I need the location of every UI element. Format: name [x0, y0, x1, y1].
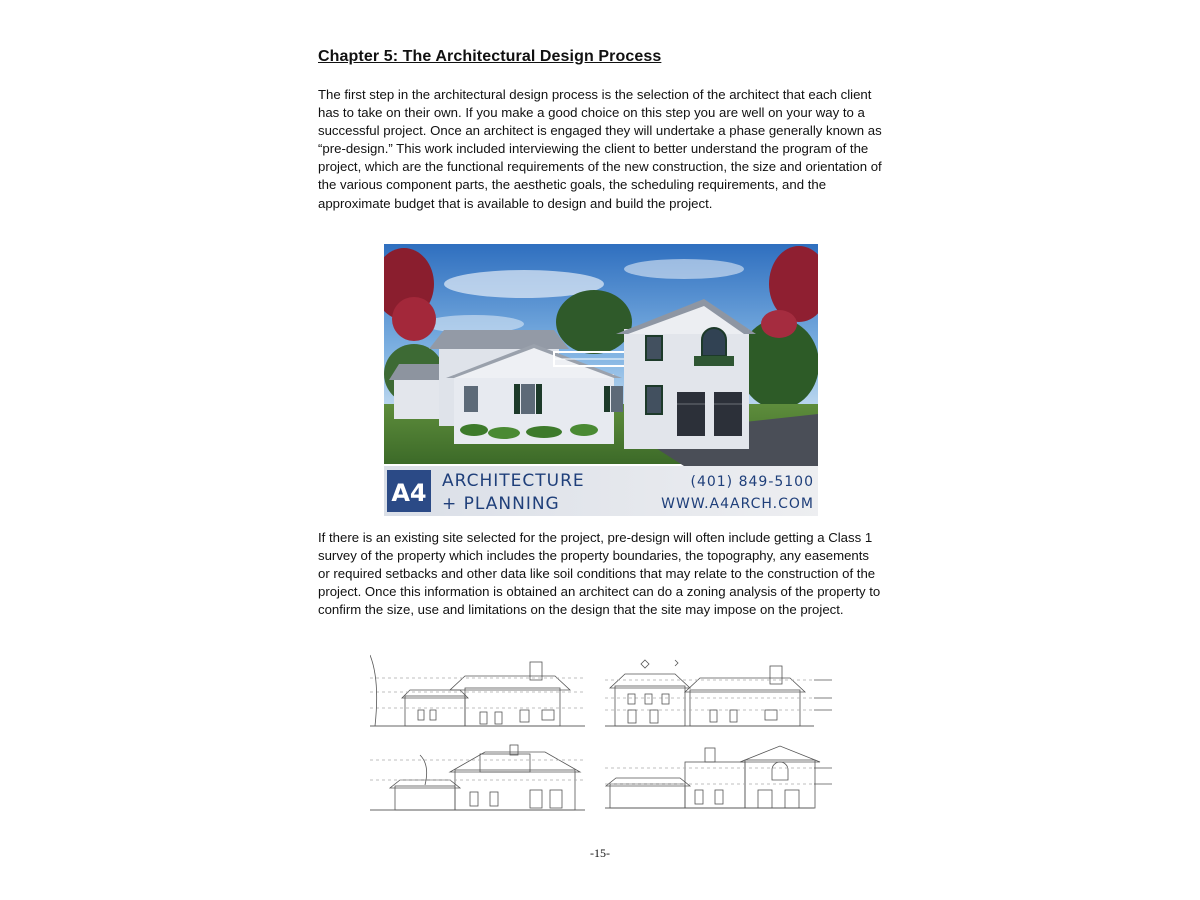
chapter-heading: Chapter 5: The Architectural Design Process [318, 48, 662, 65]
elevation-drawings-svg [370, 650, 834, 824]
paragraph-site-survey: If there is an existing site selected for the project, pre-design will often include getting a Class 1 survey of the property which includes the property boundaries, the topography, any easements or required setbacks and other data like soil conditions that may relate to the construction of the project. Once this information is obtained an architect can do a zoning analysis of the property to confirm the size, use and limitations on the design that the site may impose on the project. [318, 530, 881, 618]
elevation-drawings-image [370, 650, 834, 824]
elevation-drawing [605, 746, 832, 808]
elevation-drawing [370, 745, 585, 810]
paragraph-predesign: The first step in the architectural design process is the selection of the architect that each client has to take on their own. If you make a good choice on this step you are well on your way to a successful project. Once an architect is engaged they will undertake a phase generally known as “pre-design.” This work included interviewing the client to better understand the program of the project, which are the functional requirements of the new construction, the size and orientation of the various component parts, the aesthetic goals, the scheduling requirements, and the approximate budget that is available to design and build the project. [318, 87, 882, 211]
banner-line-2: + PLANNING [442, 494, 560, 514]
banner-phone: (401) 849-5100 [690, 474, 814, 490]
banner-line-1: ARCHITECTURE [442, 471, 585, 491]
elevation-drawing [370, 655, 585, 726]
page-number: -15- [590, 846, 610, 860]
house-rendering-image [384, 244, 818, 516]
elevation-drawing [605, 660, 832, 726]
house-rendering-svg [384, 244, 818, 516]
logo-mark: A4 [391, 479, 427, 507]
banner-website: WWW.A4ARCH.COM [661, 496, 814, 512]
